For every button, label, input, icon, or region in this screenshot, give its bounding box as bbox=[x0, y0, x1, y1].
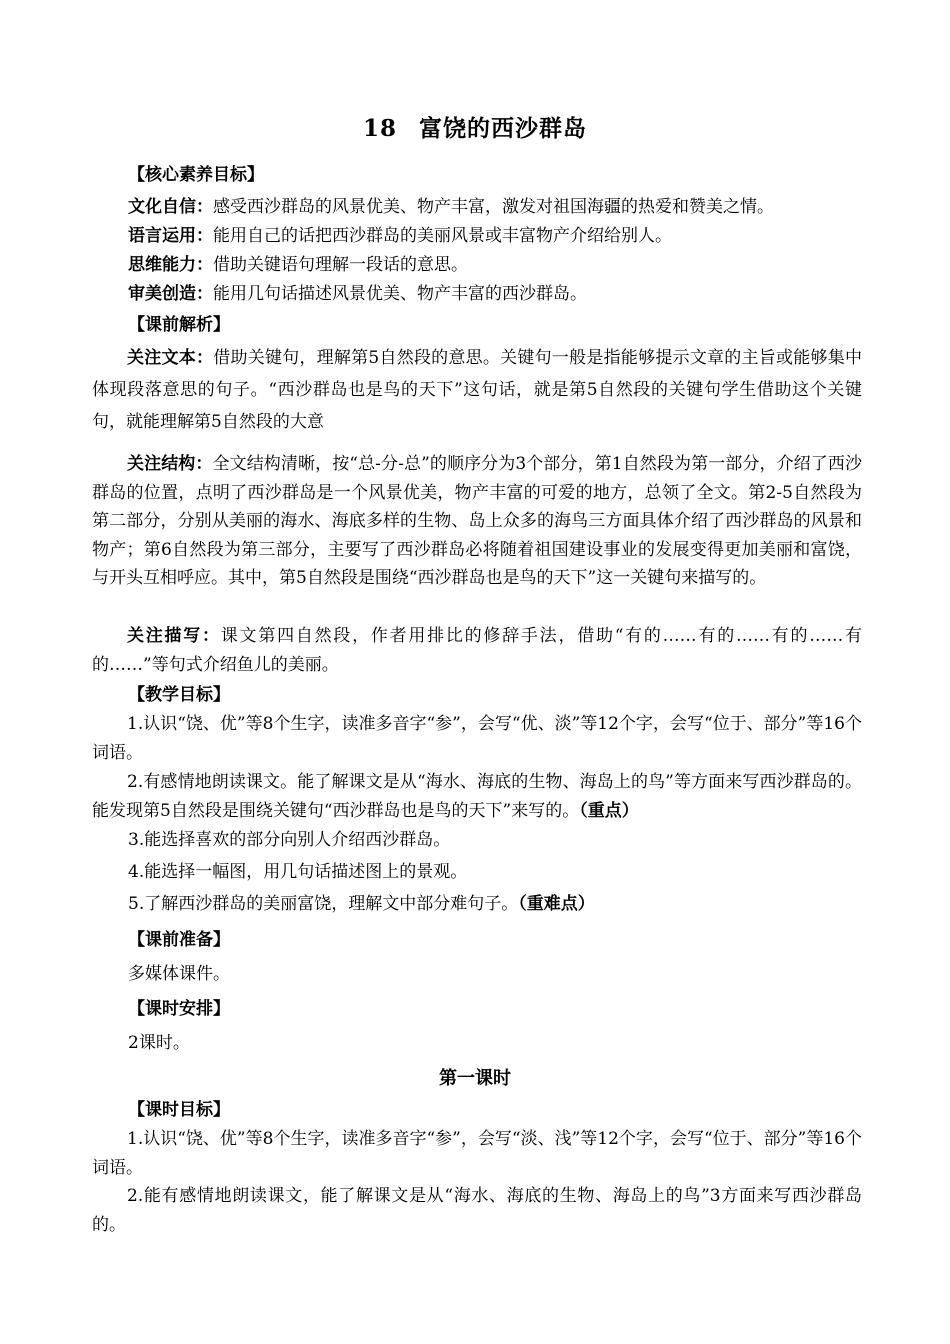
lesson-number: 18 bbox=[362, 115, 397, 142]
text-focus-paragraph: 关注文本：借助关键句，理解第5自然段的意思。关键句一般是指能够提示文章的主旨或能够集中体现段落意思的句子。“西沙群岛也是鸟的天下”这句话，就是第5自然段的关键句学生借助这个关键句，就能理解第5自然段的大意 bbox=[92, 348, 862, 432]
teaching-goal-item: 5.了解西沙群岛的美丽富饶，理解文中部分难句子。（重难点） bbox=[128, 894, 595, 914]
core-goal-aesthetic: 审美创造：能用几句话描述风景优美、物产丰富的西沙群岛。 bbox=[128, 284, 587, 304]
teaching-goal-item: 3.能选择喜欢的部分向别人介绍西沙群岛。 bbox=[128, 830, 451, 850]
schedule-text: 2课时。 bbox=[128, 1033, 190, 1053]
description-focus-paragraph: 关注描写：课文第四自然段，作者用排比的修辞手法，借助“有的……有的……有的……有的……”等句式介绍鱼儿的美丽。 bbox=[92, 626, 862, 675]
core-goal-culture: 文化自信：感受西沙群岛的风景优美、物产丰富，激发对祖国海疆的热爱和赞美之情。 bbox=[128, 197, 774, 217]
first-lesson-goal-item: 1.认识“饶、优”等8个生字，读准多音字“参”，会写“淡、浅”等12个字，会写“位于、部分”等16个词语。 bbox=[92, 1129, 862, 1178]
core-goal-thinking: 思维能力：借助关键语句理解一段话的意思。 bbox=[128, 255, 468, 275]
structure-focus-paragraph: 关注结构：全文结构清晰，按“总-分-总”的顺序分为3个部分，第1自然段为第一部分，介绍了西沙群岛的位置，点明了西沙群岛是一个风景优美，物产丰富的可爱的地方，总领了全文。第2-5自然段为第二部分，分别从美丽的海水、海底多样的生物、岛上众多的海鸟三方面具体介绍了西沙群岛的风景和物产；第6自然段为第三部分，主要写了西沙群岛必将随着祖国建设事业的发展变得更加美丽和富饶，与开头互相呼应。其中，第5自然段是围绕“西沙群岛也是鸟的天下”这一关键句来描写的。 bbox=[92, 454, 862, 588]
first-lesson-goals-heading: 【课时目标】 bbox=[128, 1100, 230, 1120]
lesson-title bbox=[0, 110, 950, 143]
pre-analysis-heading: 【课前解析】 bbox=[128, 315, 230, 335]
teaching-goal-item: 2.有感情地朗读课文。能了解课文是从“海水、海底的生物、海岛上的鸟”等方面来写西沙群岛的。能发现第5自然段是围绕关键句“西沙群岛也是鸟的天下”来写的。（重点） bbox=[92, 772, 862, 821]
teaching-goal-item: 4.能选择一幅图，用几句话描述图上的景观。 bbox=[128, 862, 468, 882]
core-goals-heading: 【核心素养目标】 bbox=[128, 165, 264, 185]
first-lesson-goal-item: 2.能有感情地朗读课文，能了解课文是从“海水、海底的生物、海岛上的鸟”3方面来写西沙群岛的。 bbox=[92, 1186, 862, 1235]
schedule-heading: 【课时安排】 bbox=[128, 999, 230, 1019]
teaching-goals-heading: 【教学目标】 bbox=[128, 685, 230, 705]
preparation-text: 多媒体课件。 bbox=[128, 964, 230, 984]
first-lesson-title: 第一课时 bbox=[439, 1068, 511, 1089]
preparation-heading: 【课前准备】 bbox=[128, 930, 230, 950]
core-goal-language: 语言运用：能用自己的话把西沙群岛的美丽风景或丰富物产介绍给别人。 bbox=[128, 226, 672, 246]
lesson-name: 富饶的西沙群岛 bbox=[419, 115, 587, 142]
teaching-goal-item: 1.认识“饶、优”等8个生字，读准多音字“参”，会写“优、淡”等12个字，会写“位于、部分”等16个词语。 bbox=[92, 714, 862, 763]
